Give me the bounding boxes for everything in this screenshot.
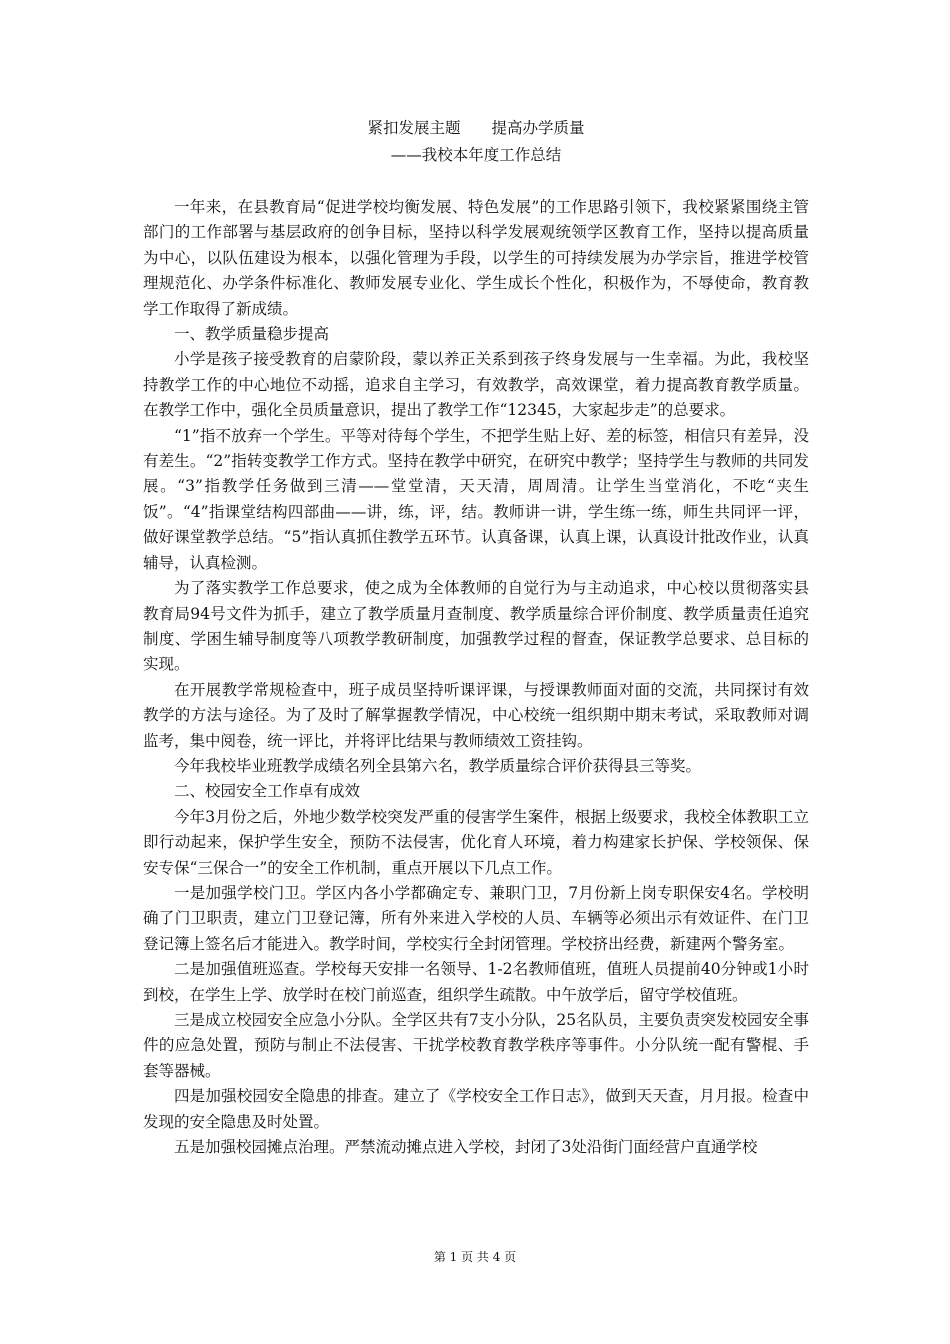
- document-body: [143, 195, 809, 1160]
- paragraph: 二是加强值班巡查。学校每天安排一名领导、1-2名教师值班，值班人员提前40分钟或1小时到校，在学生上学、放学时在校门前巡查，组织学生疏散。中午放学后，留守学校值班。: [143, 960, 809, 1004]
- paragraph: 三是成立校园安全应急小分队。全学区共有7支小分队，25名队员，主要负责突发校园安全事件的应急处置，预防与制止不法侵害、干扰学校教育教学秩序等事件。小分队统一配有警棍、手套等器械。: [143, 1011, 809, 1080]
- document-subtitle: ——我校本年度工作总结: [390, 146, 562, 164]
- paragraph: 为了落实教学工作总要求，使之成为全体教师的自觉行为与主动追求，中心校以贯彻落实县教育局94号文件为抓手，建立了教学质量月查制度、教学质量综合评价制度、教学质量责任追究制度、学困生辅导制度等八项教学教研制度，加强教学过程的督查，保证教学总要求、总目标的实现。: [143, 579, 809, 674]
- paragraph: 今年3月份之后，外地少数学校突发严重的侵害学生案件，根据上级要求，我校全体教职工立即行动起来，保护学生安全，预防不法侵害，优化育人环境，着力构建家长护保、学校领保、保安专保“三保合一”的安全工作机制，重点开展以下几点工作。: [143, 807, 809, 877]
- section-heading-teaching-quality: 一、教学质量稳步提高: [174, 325, 330, 344]
- paragraph: 今年我校毕业班教学成绩名列全县第六名，教学质量综合评价获得县三等奖。: [174, 756, 702, 775]
- paragraph-intro: 一年来，在县教育局“促进学校均衡发展、特色发展”的工作思路引领下，我校紧紧围绕主管部门的工作部署与基层政府的创争目标，坚持以科学发展观统领学区教育工作，坚持以提高质量为中心，以队伍建设为根本，以强化管理为手段，以学生的可持续发展为办学宗旨，推进学校管理规范化、办学条件标准化、教师发展专业化、学生成长个性化，积极作为，不辱使命，教育教学工作取得了新成绩。: [143, 198, 809, 318]
- paragraph: 一是加强学校门卫。学区内各小学都确定专、兼职门卫，7月份新上岗专职保安4名。学校明确了门卫职责，建立门卫登记簿，所有外来进入学校的人员、车辆等必须出示有效证件、在门卫登记簿上签名后才能进入。教学时间，学校实行全封闭管理。学校挤出经费，新建两个警务室。: [143, 883, 809, 953]
- paragraph: “1”指不放弃一个学生。平等对待每个学生，不把学生贴上好、差的标签，相信只有差异，没有差生。“2”指转变教学工作方式。坚持在教学中研究，在研究中教学；坚持学生与教师的共同发展。“3”指教学任务做到三清——堂堂清，天天清，周周清。让学生当堂消化，不吃“夹生饭”。“4”指课堂结构四部曲——讲，练，评，结。教师讲一讲，学生练一练，师生共同评一评，做好课堂教学总结。“5”指认真抓住教学五环节。认真备课，认真上课，认真设计批改作业，认真辅导，认真检测。: [143, 426, 809, 572]
- section-heading-campus-safety: 二、校园安全工作卓有成效: [174, 782, 361, 801]
- page-number-footer: 第 1 页 共 4 页: [433, 1250, 517, 1264]
- paragraph: 小学是孩子接受教育的启蒙阶段，蒙以养正关系到孩子终身发展与一生幸福。为此，我校坚持教学工作的中心地位不动摇，追求自主学习，有效教学，高效课堂，着力提高教育教学质量。在教学工作中，强化全员质量意识，提出了教学工作“12345，大家起步走”的总要求。: [143, 350, 809, 420]
- paragraph: 五是加强校园摊点治理。严禁流动摊点进入学校，封闭了3处沿街门面经营户直通学校: [174, 1138, 758, 1157]
- paragraph: 四是加强校园安全隐患的排查。建立了《学校安全工作日志》，做到天天查，月月报。检查中发现的安全隐患及时处置。: [143, 1087, 809, 1131]
- paragraph: 在开展教学常规检查中，班子成员坚持听课评课，与授课教师面对面的交流，共同探讨有效教学的方法与途径。为了及时了解掌握教学情况，中心校统一组织期中期末考试，采取教师对调监考，集中阅卷，统一评比，并将评比结果与教师绩效工资挂钩。: [143, 680, 809, 750]
- document-title: 紧扣发展主题 提高办学质量: [367, 119, 585, 137]
- document-page: [143, 115, 809, 1160]
